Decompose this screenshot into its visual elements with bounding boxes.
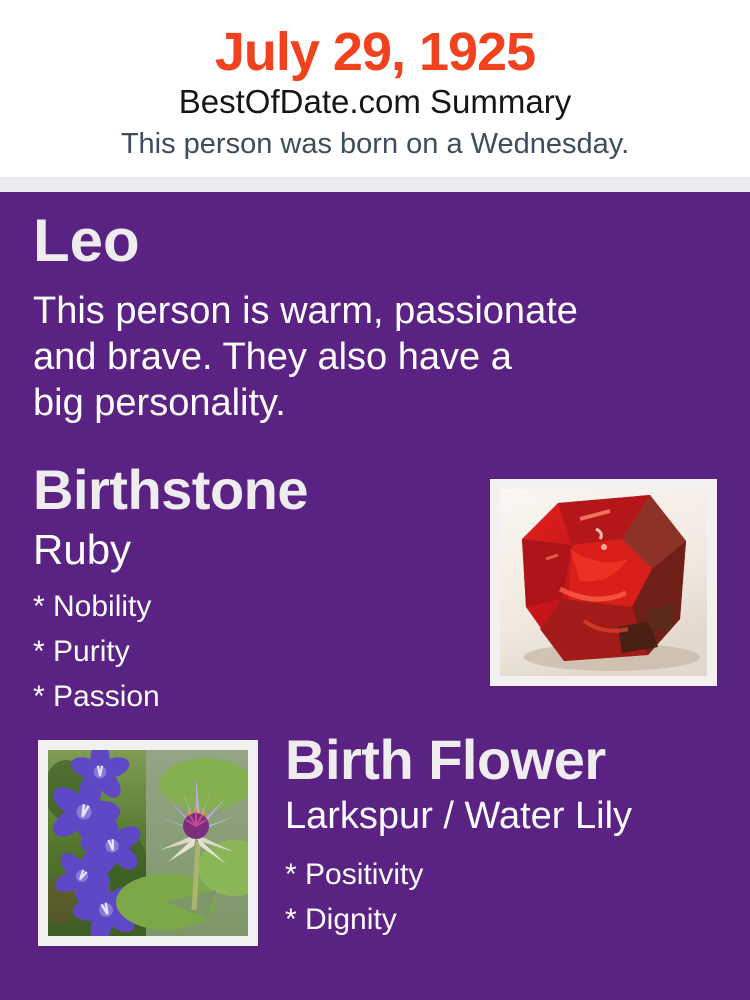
birthstone-name: Ruby [33, 526, 132, 573]
birth-flower-trait-list [285, 852, 423, 942]
larkspur-water-lily-photo [38, 740, 258, 946]
birth-flower-section-title: Birth Flower [285, 728, 606, 791]
zodiac-description-line: and brave. They also have a [33, 336, 512, 378]
summary-body [0, 192, 750, 1000]
header-divider [0, 177, 750, 192]
birth-flower-trait: * Dignity [285, 903, 397, 936]
ruby-gem-illustration [500, 489, 707, 676]
zodiac-description [33, 288, 578, 426]
zodiac-description-line: big personality. [33, 382, 286, 424]
birth-flower-trait: * Positivity [285, 858, 424, 891]
zodiac-description-line: This person is warm, passionate [33, 290, 578, 332]
birthstone-trait: * Purity [33, 635, 130, 668]
summary-header [0, 0, 750, 177]
birthstone-section-title: Birthstone [33, 458, 308, 521]
birthstone-trait: * Passion [33, 680, 160, 713]
born-weekday-line: This person was born on a Wednesday. [120, 128, 630, 160]
site-summary-label: BestOfDate.com Summary [178, 83, 572, 120]
zodiac-sign-title: Leo [33, 207, 140, 274]
birthstone-trait-list [33, 584, 160, 719]
date-title: July 29, 1925 [214, 22, 536, 82]
flower-illustration [48, 750, 248, 936]
birthstone-trait: * Nobility [33, 590, 152, 623]
birth-flower-name: Larkspur / Water Lily [285, 795, 633, 837]
ruby-photo [490, 479, 717, 686]
